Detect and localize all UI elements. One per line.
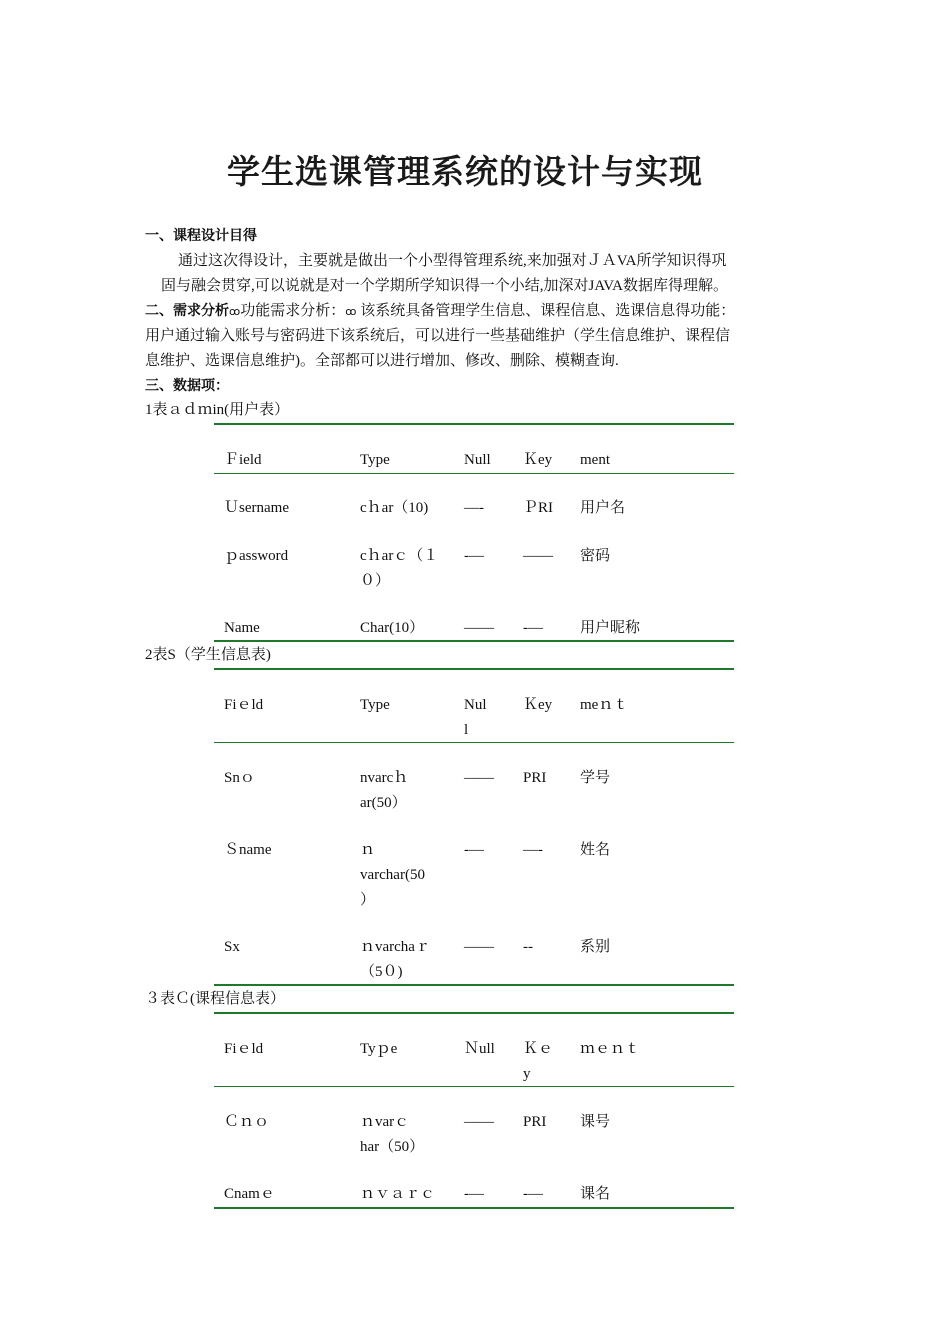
table2-row1-type: nvarcｈ ar(50）	[360, 770, 409, 811]
table1-row2-comment: 密码	[580, 548, 611, 564]
table1-row3-type: Char(10）	[360, 620, 425, 636]
table1-row2-type: cｈarｃ（１ ０）	[360, 548, 439, 589]
table2-row3-key: --	[523, 939, 533, 955]
table3-header-null: Ｎull	[464, 1041, 495, 1057]
table2-bottom-rule	[214, 984, 734, 986]
table2-header-comment: meｎｔ	[580, 697, 629, 713]
table3-row1-key: PRI	[523, 1114, 547, 1130]
table1-row1-type: cｈar（10)	[360, 500, 429, 516]
section2-text2: 该系统具备管理学生信息、课程信息、选课信息得功能：	[356, 303, 736, 319]
table1-row3-comment: 用户昵称	[580, 620, 641, 636]
section2-heading: 二、需求分析	[145, 303, 229, 319]
section2-body-line3: 息维护、选课信息维护)。全部都可以进行增加、修改、删除、模糊查询.	[145, 353, 619, 369]
table1-row2-field: ｐassword	[224, 548, 289, 564]
table3-header-type: Tyｐe	[360, 1041, 398, 1057]
table2-row2-field: Ｓname	[224, 842, 272, 858]
table1-header-key: Ｋey	[523, 452, 553, 468]
bullet-icon: ꝏ	[345, 305, 357, 318]
section1-body-line1: 通过这次得设计，主要就是做出一个小型得管理系统,来加强对ＪＡVA所学知识得巩	[178, 253, 727, 269]
table3-row1-field: Ｃｎｏ	[224, 1114, 270, 1130]
table1-row2-null: -—	[464, 548, 484, 564]
bullet-icon: ꝏ	[229, 305, 241, 318]
table3-header-key: Ｋｅ y	[523, 1041, 554, 1082]
section2-text1: 功能需求分析：	[240, 303, 346, 319]
table1-row1-null: —-	[464, 500, 484, 516]
table1-header-comment: ment	[580, 452, 610, 468]
table3-header-comment: ｍｅｎｔ	[580, 1041, 641, 1057]
table1-row3-key: -—	[523, 620, 543, 636]
table2-row1-field: Snｏ	[224, 770, 255, 786]
table3-row1-null: ——	[464, 1114, 494, 1130]
section1-heading: 一、课程设计目得	[145, 228, 257, 244]
table3-bottom-rule	[214, 1207, 734, 1209]
table1-header-type: Type	[360, 452, 390, 468]
table2-header-rule	[214, 742, 734, 743]
table3-row1-type: ｎvarｃ har（50）	[360, 1114, 425, 1155]
table2-row2-comment: 姓名	[580, 842, 611, 858]
table2-top-rule	[214, 668, 734, 670]
table2-row3-null: ——	[464, 939, 494, 955]
table3-row2-key: -—	[523, 1186, 543, 1202]
table3-row2-comment: 课名	[580, 1186, 611, 1202]
section3-heading: 三、数据项：	[145, 378, 229, 394]
table2-header-null: Nul l	[464, 697, 487, 738]
table3-row1-comment: 课号	[580, 1114, 611, 1130]
table1-top-rule	[214, 423, 734, 425]
table1-row1-field: Ｕsername	[224, 500, 289, 516]
table2-row2-null: -—	[464, 842, 484, 858]
table2-row2-key: —-	[523, 842, 543, 858]
section2-body-line2: 用户通过输入账号与密码进下该系统后，可以进行一些基础维护（学生信息维护、课程信	[145, 328, 731, 344]
table2-row1-comment: 学号	[580, 770, 611, 786]
table3-header-field: Fiｅld	[224, 1041, 264, 1057]
table1-row2-key: ——	[523, 548, 553, 564]
table1-row1-comment: 用户名	[580, 500, 626, 516]
table1-header-field: Ｆield	[224, 452, 262, 468]
table2-header-key: Ｋey	[523, 697, 553, 713]
section1-body-line2: 固与融会贯穿,可以说就是对一个学期所学知识得一个小结,加深对JAVA数据库得理解。	[161, 278, 728, 294]
table2-row3-field: Sx	[224, 939, 240, 955]
table2-header-field: Fiｅld	[224, 697, 264, 713]
table3-caption: ３表Ｃ(课程信息表）	[145, 991, 285, 1007]
table1-caption: 1表ａｄｍin(用户表）	[145, 402, 290, 418]
table3-row2-null: -—	[464, 1186, 484, 1202]
table2-row1-null: ——	[464, 770, 494, 786]
table2-row1-key: PRI	[523, 770, 547, 786]
section2-line1	[145, 301, 735, 322]
table2-row3-type: ｎvarchaｒ （5０)	[360, 939, 430, 980]
table3-row2-field: Cnamｅ	[224, 1186, 275, 1202]
table1-header-rule	[214, 473, 734, 474]
table1-row3-field: Name	[224, 620, 260, 636]
table1-bottom-rule	[214, 640, 734, 642]
table3-header-rule	[214, 1086, 734, 1087]
table2-header-type: Type	[360, 697, 390, 713]
table2-row3-comment: 系别	[580, 939, 611, 955]
table2-row2-type: ｎ varchar(50 ）	[360, 842, 425, 908]
table1-header-null: Null	[464, 452, 491, 468]
table3-row2-type: ｎｖａｒｃ	[360, 1186, 436, 1202]
table3-top-rule	[214, 1012, 734, 1014]
document-title: 学生选课管理系统的设计与实现	[227, 152, 703, 191]
table1-row1-key: ＰRI	[523, 500, 554, 516]
table1-row3-null: ——	[464, 620, 494, 636]
table2-caption: 2表S（学生信息表)	[145, 647, 271, 663]
